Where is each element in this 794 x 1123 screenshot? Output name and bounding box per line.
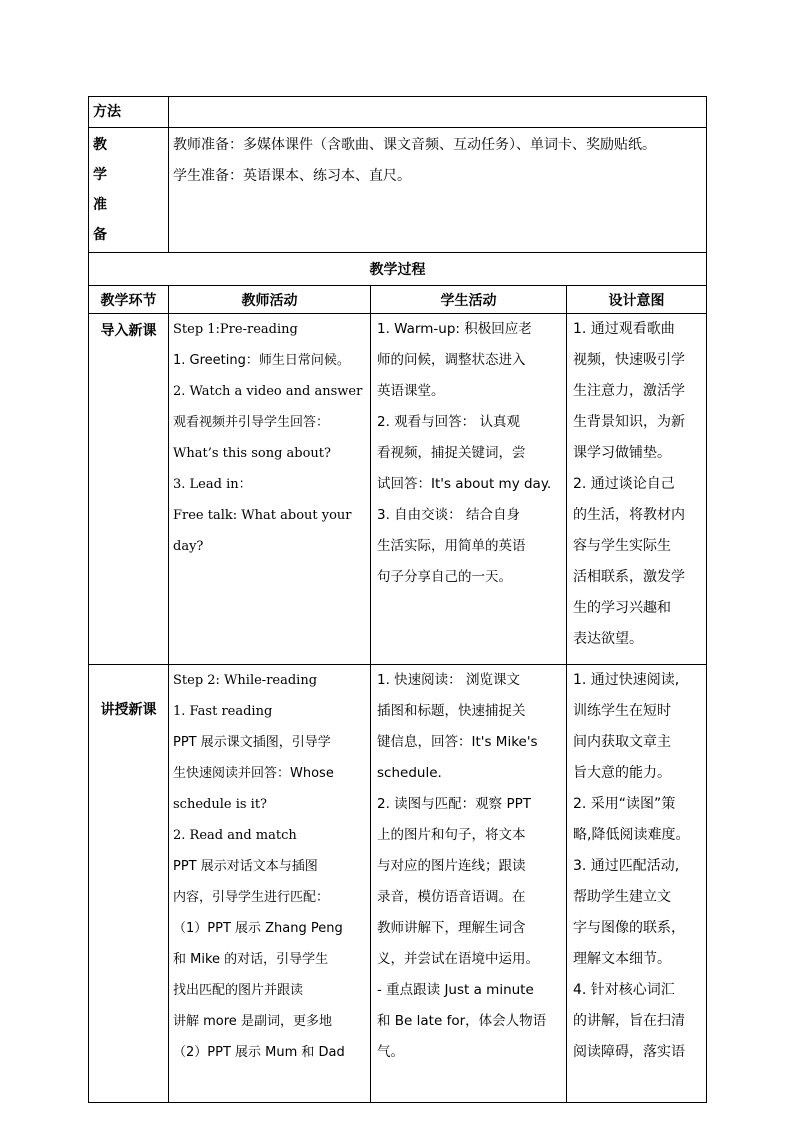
teacher-line: 生快速阅读并回答：Whose [173, 766, 334, 781]
method-label: 方法 [89, 97, 169, 128]
teacher-line: Step 1:Pre-reading [173, 322, 298, 337]
teacher-line: （1）PPT 展示 Zhang Peng [173, 921, 343, 936]
intent-line: 间内获取文章主 [573, 734, 671, 750]
process-title: 教学过程 [89, 253, 707, 286]
table-row [89, 665, 707, 1103]
student-line: 2. 读图与匹配：观察 PPT [377, 796, 531, 812]
teacher-line: 1. Fast reading [173, 704, 273, 719]
student-activity [371, 314, 567, 665]
intent-line: 的生活，将教材内 [573, 507, 685, 523]
header-design-intent: 设计意图 [567, 286, 707, 314]
intent-line: 的讲解，旨在扫清 [573, 1013, 685, 1029]
intent-line: 1. 通过快速阅读, [573, 672, 680, 688]
intent-line: 字与图像的联系， [573, 920, 685, 936]
student-line: 义，并尝试在语境中运用。 [377, 951, 539, 967]
method-value [169, 97, 707, 128]
teacher-line: （2）PPT 展示 Mum 和 Dad [173, 1045, 345, 1060]
teacher-line: 3. Lead in： [173, 477, 252, 492]
student-line: 句子分享自己的一天。 [377, 569, 512, 585]
intent-line: 帮助学生建立文 [573, 889, 671, 905]
intent-line: 课学习做铺垫。 [573, 445, 671, 461]
teacher-line: Step 2: While-reading [173, 673, 318, 688]
student-line: 气。 [377, 1044, 404, 1060]
method-row [89, 97, 707, 128]
stage-label: 导入新课 [89, 314, 169, 665]
student-line: schedule. [377, 765, 442, 781]
stage-label-text: 讲授新课 [100, 702, 157, 718]
design-intent [567, 665, 707, 1103]
intent-line: 生的学习兴趣和 [573, 600, 671, 616]
intent-line: 容与学生实际生 [573, 538, 671, 554]
intent-line: 略,降低阅读难度。 [573, 827, 690, 843]
student-line: 教师讲解下，理解生词含 [377, 920, 526, 936]
teacher-line: 2. Watch a video and answer [173, 384, 363, 399]
teacher-line: 观看视频并引导学生回答： [173, 415, 330, 430]
prep-label-text: 教学准备 [93, 137, 113, 243]
intent-line: 3. 通过匹配活动, [573, 858, 680, 874]
intent-line: 活相联系，激发学 [573, 569, 685, 585]
prep-content [169, 128, 707, 253]
stage-label [89, 665, 169, 1103]
prep-student: 学生准备：英语课本、练习本、直尺。 [173, 168, 411, 184]
teacher-line: 1. Greeting：师生日常问候。 [173, 353, 350, 368]
intent-line: 生注意力，激活学 [573, 383, 685, 399]
teacher-line: schedule is it? [173, 797, 268, 812]
intent-line: 旨大意的能力。 [573, 765, 671, 781]
student-line: 生活实际，用简单的英语 [377, 538, 526, 554]
student-line: 上的图片和句子，将文本 [377, 827, 526, 843]
header-student-activity: 学生活动 [371, 286, 567, 314]
intent-line: 2. 通过谈论自己 [573, 476, 675, 492]
teacher-line: What’s this song about? [173, 446, 331, 461]
student-activity [371, 665, 567, 1103]
student-line: 和 Be late for，体会人物语 [377, 1013, 547, 1029]
teacher-line: 找出匹配的图片并跟读 [173, 983, 304, 998]
student-line: 1. Warm-up: 积极回应老 [377, 321, 532, 337]
teacher-line: day? [173, 539, 204, 554]
intent-line: 2. 采用“读图”策 [573, 796, 676, 812]
teacher-line: 和 Mike 的对话，引导学生 [173, 952, 329, 967]
teacher-line: 内容，引导学生进行匹配： [173, 890, 330, 905]
prep-row [89, 128, 707, 253]
student-line: 与对应的图片连线；跟读 [377, 858, 526, 874]
intent-line: 训练学生在短时 [573, 703, 671, 719]
intent-line: 4. 针对核心词汇 [573, 982, 675, 998]
student-line: 看视频，捕捉关键词，尝 [377, 445, 526, 461]
lesson-plan-table [88, 96, 707, 1103]
intent-line: 表达欲望。 [573, 631, 643, 647]
teacher-line: PPT 展示对话文本与插图 [173, 859, 318, 874]
intent-line: 理解文本细节。 [573, 951, 671, 967]
teacher-activity [169, 314, 371, 665]
student-line: - 重点跟读 Just a minute [377, 982, 534, 998]
intent-line: 阅读障碍，落实语 [573, 1044, 685, 1060]
process-title-row [89, 253, 707, 286]
student-line: 1. 快速阅读： 浏览课文 [377, 672, 520, 688]
design-intent [567, 314, 707, 665]
student-line: 键信息，回答：It's Mike's [377, 734, 538, 750]
header-teacher-activity: 教师活动 [169, 286, 371, 314]
table-header-row [89, 286, 707, 314]
student-line: 师的问候，调整状态进入 [377, 352, 526, 368]
intent-line: 生背景知识，为新 [573, 414, 685, 430]
student-line: 录音，模仿语音语调。在 [377, 889, 526, 905]
intent-line: 1. 通过观看歌曲 [573, 321, 675, 337]
prep-teacher: 教师准备：多媒体课件（含歌曲、课文音频、互动任务）、单词卡、奖励贴纸。 [173, 137, 656, 153]
teacher-line: PPT 展示课文插图，引导学 [173, 735, 331, 750]
prep-label [89, 128, 169, 253]
teacher-line: 2. Read and match [173, 828, 297, 843]
teacher-line: 讲解 more 是副词，更多地 [173, 1014, 332, 1029]
student-line: 3. 自由交谈： 结合自身 [377, 507, 520, 523]
student-line: 插图和标题，快速捕捉关 [377, 703, 526, 719]
teacher-line: Free talk: What about your [173, 508, 352, 523]
student-line: 英语课堂。 [377, 383, 445, 399]
teacher-activity [169, 665, 371, 1103]
header-stage: 教学环节 [89, 286, 169, 314]
student-line: 2. 观看与回答： 认真观 [377, 414, 520, 430]
student-line: 试回答：It's about my day. [377, 476, 552, 492]
table-row [89, 314, 707, 665]
intent-line: 视频，快速吸引学 [573, 352, 685, 368]
